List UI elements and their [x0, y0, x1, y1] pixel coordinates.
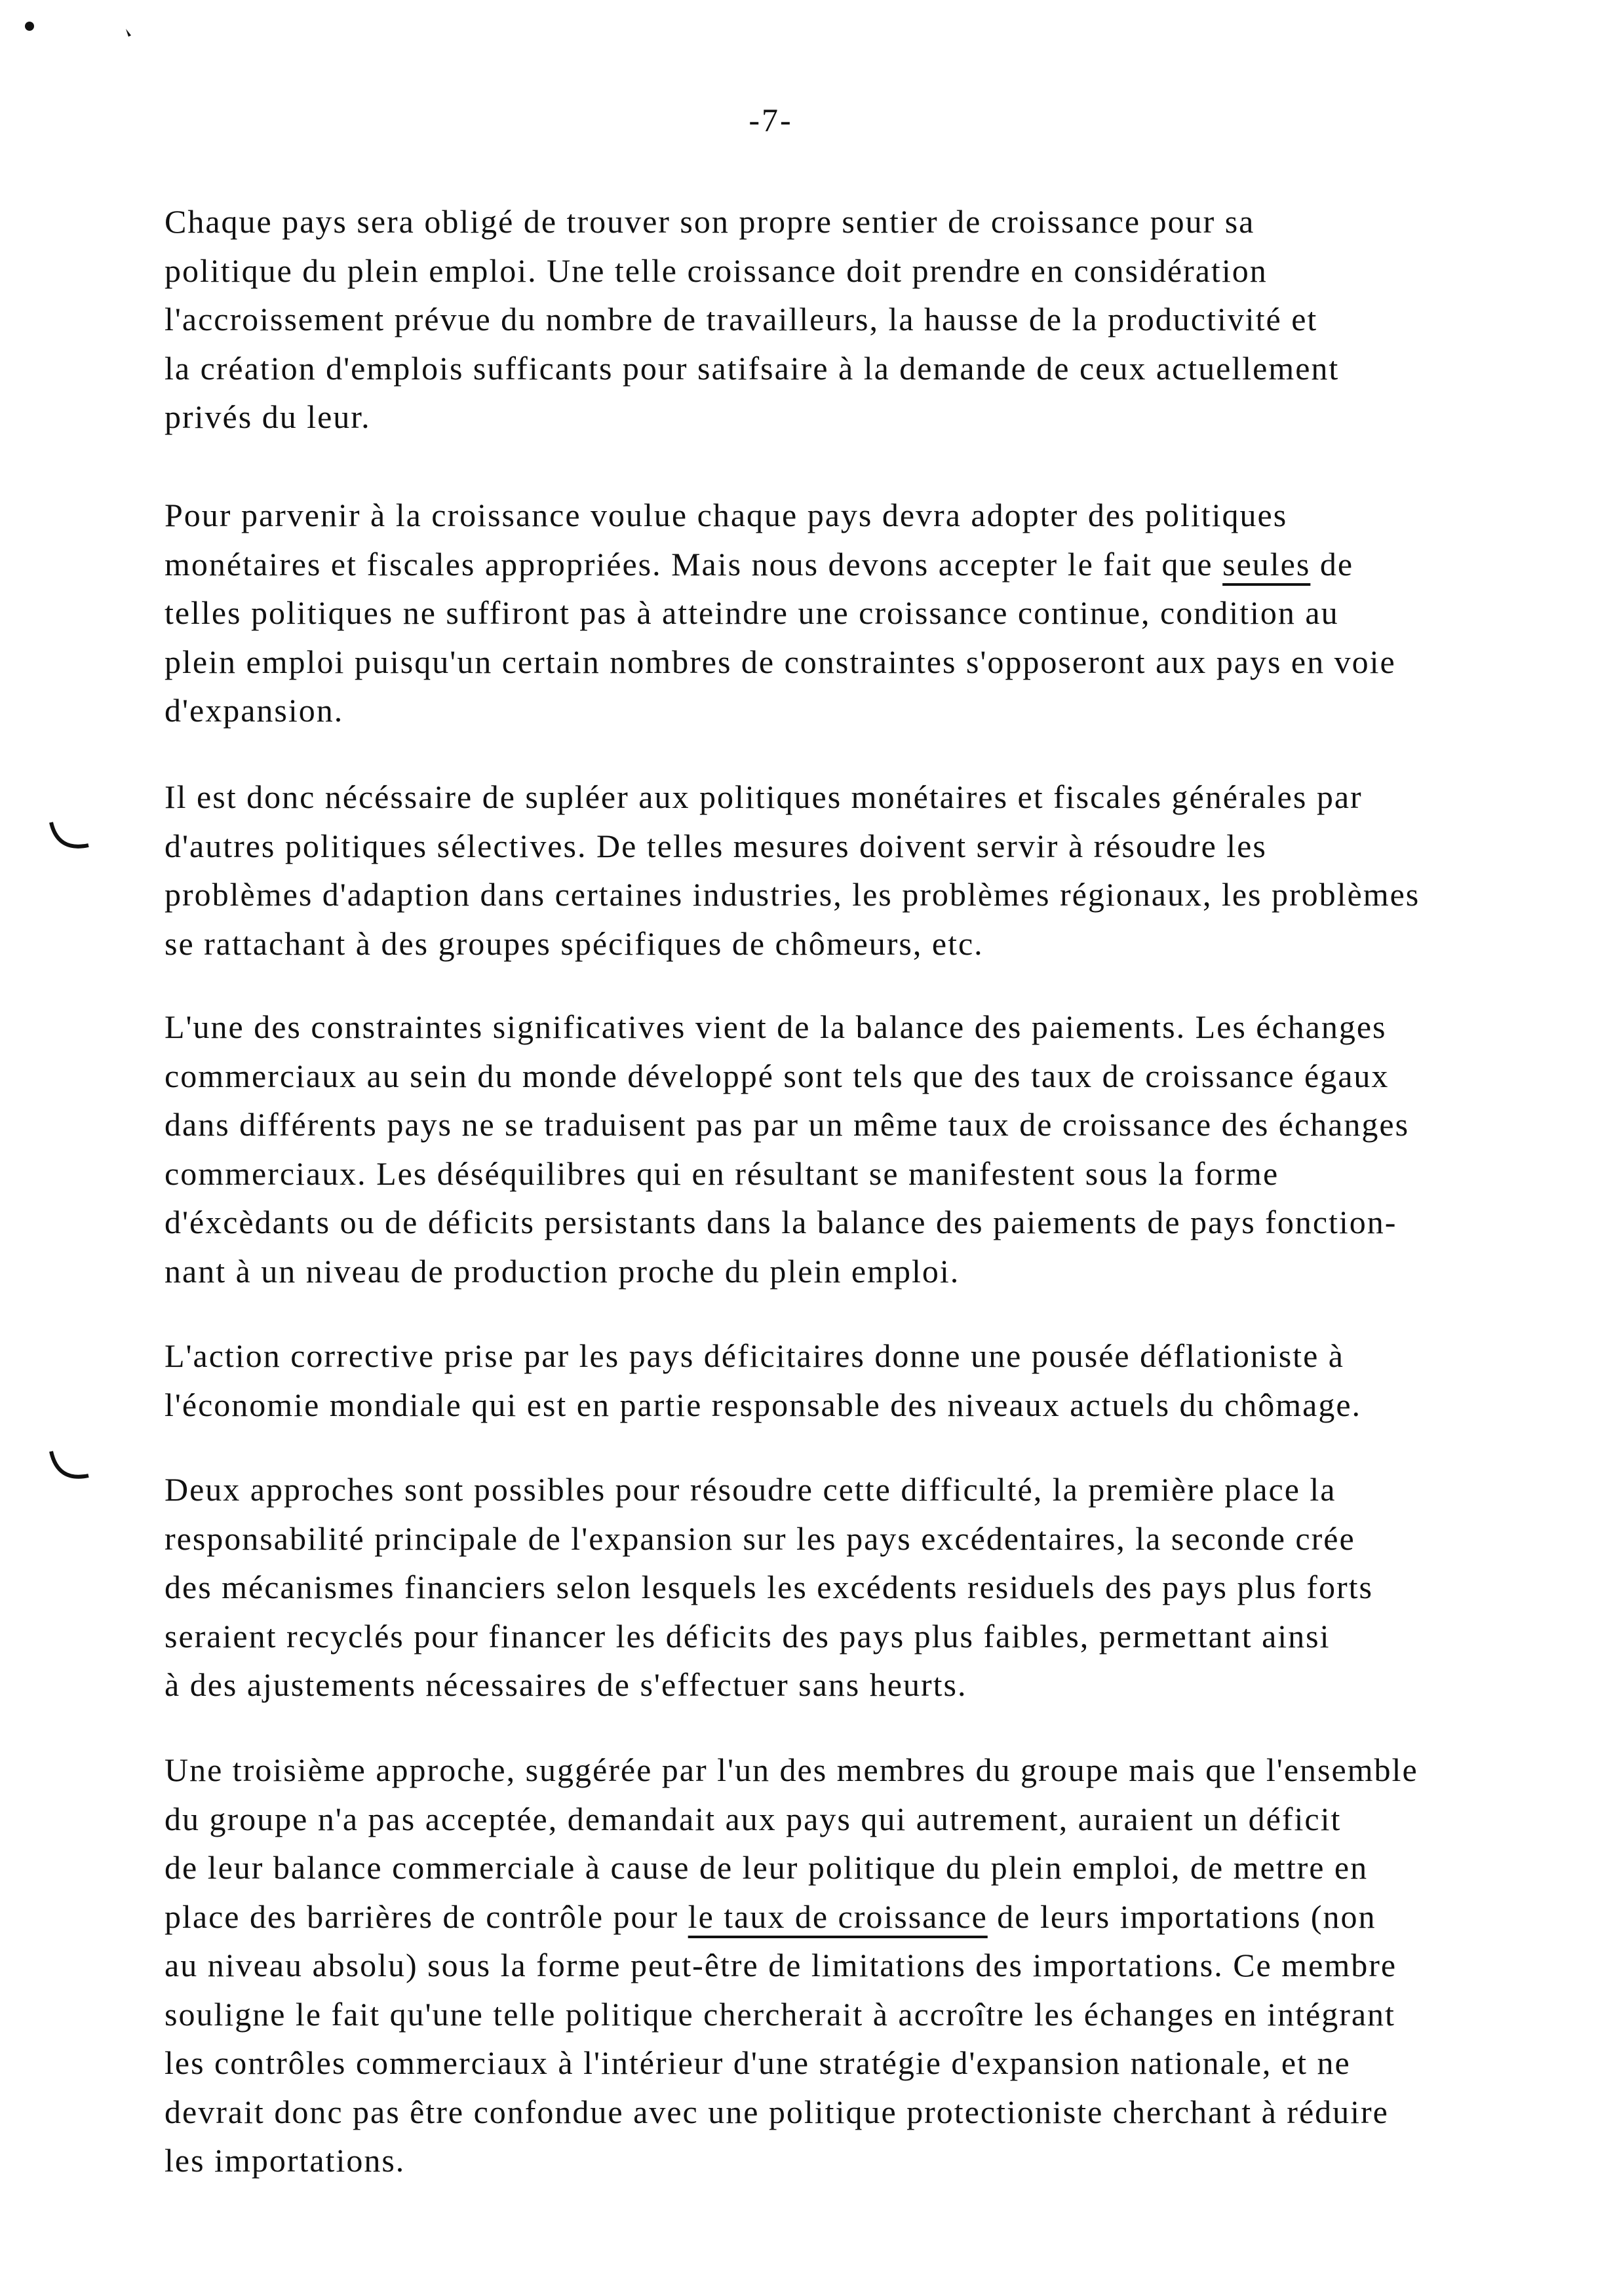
text-line: Deux approches sont possibles pour résoudre cette difficulté, la première place la: [165, 1471, 1336, 1508]
text-line: l'accroissement prévue du nombre de travailleurs, la hausse de la productivité et: [165, 301, 1318, 337]
text-line: d'éxcèdants ou de déficits persistants dans la balance des paiements de pays fonction-: [165, 1204, 1397, 1240]
text-line: commerciaux au sein du monde développé sont tels que des taux de croissance égaux: [165, 1057, 1390, 1094]
text-line: commerciaux. Les déséquilibres qui en résultant se manifestent sous la forme: [165, 1155, 1279, 1192]
scan-speck-icon: [25, 22, 34, 31]
text-line: au niveau absolu) sous la forme peut-être de limitations des importations. Ce membre: [165, 1947, 1397, 1983]
text-line: les contrôles commerciaux à l'intérieur d'une stratégie d'expansion nationale, et ne: [165, 2044, 1351, 2081]
scan-speck-icon: [126, 29, 131, 37]
text-segment: de: [1310, 545, 1354, 583]
text-line: d'autres politiques sélectives. De telles mesures doivent servir à résoudre les: [165, 827, 1267, 864]
text-line: L'une des constraintes significatives vient de la balance des paiements. Les échanges: [165, 1008, 1387, 1045]
paragraph-6: [165, 1465, 1574, 1710]
text-line: de leur balance commerciale à cause de leur politique du plein emploi, de mettre en: [165, 1849, 1369, 1886]
text-line: Il est donc nécéssaire de supléer aux politiques monétaires et fiscales générales par: [165, 778, 1363, 815]
text-segment: de leurs importations (non: [987, 1898, 1376, 1935]
text-line: à des ajustements nécessaires de s'effectuer sans heurts.: [165, 1666, 967, 1703]
paragraph-2: [165, 491, 1574, 735]
page-number: -7-: [749, 102, 793, 138]
text-line: l'économie mondiale qui est en partie responsable des niveaux actuels du chômage.: [165, 1386, 1362, 1423]
text-line: problèmes d'adaption dans certaines industries, les problèmes régionaux, les problèmes: [165, 876, 1420, 913]
text-line: d'expansion.: [165, 692, 344, 729]
text-segment: monétaires et fiscales appropriées. Mais nous devons accepter le fait que: [165, 545, 1223, 583]
text-line: [165, 540, 1353, 589]
text-line: la création d'emplois sufficants pour satifsaire à la demande de ceux actuellement: [165, 349, 1340, 387]
margin-check-mark-icon: [51, 1451, 88, 1477]
paragraph-3: [165, 773, 1574, 968]
text-line: se rattachant à des groupes spécifiques de chômeurs, etc.: [165, 925, 984, 962]
paragraph-1: [165, 197, 1574, 442]
paragraph-5: [165, 1331, 1574, 1429]
text-line: devrait donc pas être confondue avec une politique protectioniste cherchant à réduire: [165, 2093, 1389, 2130]
text-line: seraient recyclés pour financer les déficits des pays plus faibles, permettant ainsi: [165, 1617, 1331, 1655]
text-line: Une troisième approche, suggérée par l'un des membres du groupe mais que l'ensemble: [165, 1751, 1418, 1788]
text-line: Chaque pays sera obligé de trouver son propre sentier de croissance pour sa: [165, 203, 1255, 240]
margin-check-mark-icon: [51, 822, 88, 847]
text-line: souligne le fait qu'une telle politique chercherait à accroître les échanges en intégrant: [165, 1995, 1395, 2033]
paragraph-4: [165, 1003, 1574, 1295]
text-line: telles politiques ne suffiront pas à atteindre une croissance continue, condition au: [165, 594, 1339, 631]
text-line: Pour parvenir à la croissance voulue chaque pays devra adopter des politiques: [165, 497, 1288, 533]
text-line: L'action corrective prise par les pays déficitaires donne une pousée déflationiste à: [165, 1337, 1344, 1374]
text-line: plein emploi puisqu'un certain nombres de constraintes s'opposeront aux pays en voie: [165, 643, 1396, 680]
text-line: du groupe n'a pas acceptée, demandait aux pays qui autrement, auraient un déficit: [165, 1800, 1342, 1837]
text-line: politique du plein emploi. Une telle croissance doit prendre en considération: [165, 252, 1268, 289]
text-segment: place des barrières de contrôle pour: [165, 1898, 688, 1935]
text-line: [165, 1892, 1376, 1942]
underlined-text: le taux de croissance: [688, 1898, 988, 1935]
text-line: responsabilité principale de l'expansion sur les pays excédentaires, la seconde crée: [165, 1520, 1355, 1557]
text-line: dans différents pays ne se traduisent pas par un même taux de croissance des échanges: [165, 1106, 1410, 1143]
text-line: nant à un niveau de production proche du plein emploi.: [165, 1252, 960, 1290]
text-line: privés du leur.: [165, 398, 371, 435]
text-line: les importations.: [165, 2142, 406, 2179]
paragraph-7: [165, 1746, 1574, 2185]
underlined-text: seules: [1222, 545, 1311, 583]
text-line: des mécanismes financiers selon lesquels les excédents residuels des pays plus forts: [165, 1569, 1373, 1605]
